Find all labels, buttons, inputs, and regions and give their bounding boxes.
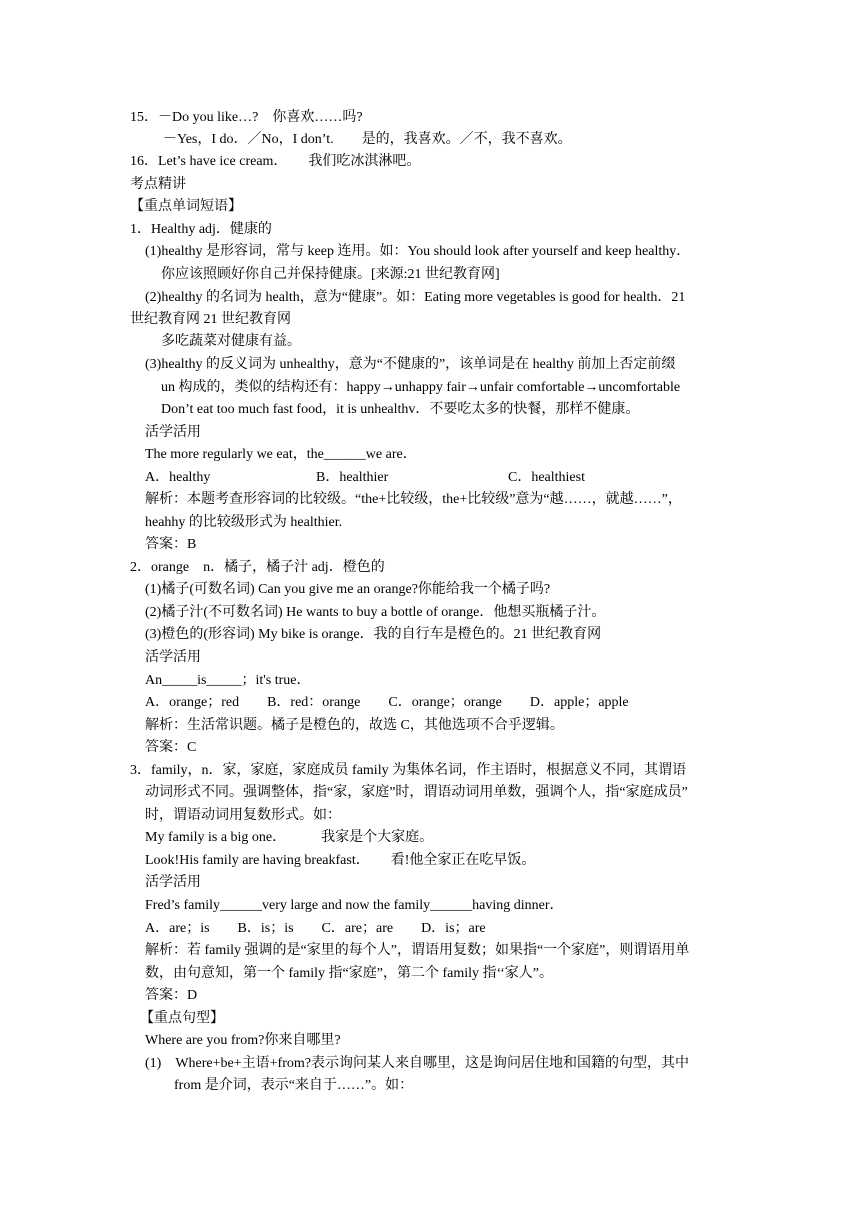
text-line: 3．family，n．家，家庭，家庭成员 family 为集体名词，作主语时，根据意义不同，其谓语	[130, 763, 687, 778]
text-line: (3)橙色的(形容词) My bike is orange．我的自行车是橙色的。21 世纪教育网	[145, 627, 602, 642]
text-line: 1．Healthy adj．健康的	[130, 222, 272, 237]
explanation: 解析：本题考查形容词的比较级。“the+比较级，the+比较级”意为“越……，就越……”，	[145, 492, 682, 507]
text-line: (3)healthy 的反义词为 unhealthy，意为“不健康的”，该单词是在 healthy 前加上否定前缀	[145, 357, 676, 372]
example-sentence: Look!His family are having breakfast． 看!他全家正在吃早饭。	[145, 853, 536, 868]
text-line: (1)healthy 是形容词，常与 keep 连用。如：You should look after yourself and keep healthy．	[145, 244, 691, 259]
explanation: 数，由句意知，第一个 family 指“家庭”，第二个 family 指‘‘家人”。	[145, 966, 554, 981]
text-line: 时，谓语动词用复数形式。如：	[145, 808, 341, 823]
text-line: Don’t eat too much fast food，it is unhealthv．不要吃太多的快餐，那样不健康。	[161, 402, 640, 417]
text-line: 动词形式不同。强调整体，指“家，家庭”时，谓语动词用单数，强调个人，指“家庭成员”	[145, 785, 688, 800]
question: An_____is_____；it's true．	[145, 673, 311, 688]
text-line: 你应该照顾好你自己并保持健康。[来源:21 世纪教育网]	[161, 267, 500, 282]
text-line: (2)橘子汁(不可数名词) He wants to buy a bottle of orange．他想买瓶橘子汁。	[145, 605, 606, 620]
text-line: (2)healthy 的名词为 health，意为“健康”。如：Eating more vegetables is good for health．21	[145, 290, 686, 305]
text-line: 多吃蔬菜对健康有益。	[161, 334, 301, 349]
answer: 答案：D	[145, 988, 198, 1003]
answer: 答案：C	[145, 740, 197, 755]
text-line: Where are you from?你来自哪里?	[145, 1033, 341, 1048]
section-heading: 考点精讲	[130, 177, 186, 192]
question: Fred’s family______very large and now the family______having dinner．	[145, 898, 564, 913]
exercise-heading: 活学活用	[145, 875, 201, 890]
option-c: C．healthiest	[508, 470, 585, 485]
options: A．orange；red B．red：orange C．orange；orange D．apple；apple	[145, 695, 629, 710]
text-line: (1)橘子(可数名词) Can you give me an orange?你能给我一个橘子吗?	[145, 582, 551, 597]
explanation: heahhy 的比较级形式为 healthier.	[145, 515, 343, 530]
explanation: 解析：生活常识题。橘子是橙色的，故选 C，其他选项不合乎逻辑。	[145, 718, 564, 733]
text-line: from 是介词，表示“来自于……”。如：	[174, 1078, 414, 1093]
options: A．are；is B．is；is C．are；are D．is；are	[145, 921, 486, 936]
text-line: un 构成的，类似的结构还有：happy→unhappy fair→unfair comfortable→uncomfortable	[161, 380, 681, 395]
example-sentence: My family is a big one． 我家是个大家庭。	[145, 830, 434, 845]
question: The more regularly we eat，the______we are．	[145, 447, 417, 462]
exercise-heading: 活学活用	[145, 425, 201, 440]
section-heading: 【重点单词短语】	[130, 199, 242, 214]
text-line: －Yes，I do．／No，I don’t. 是的，我喜欢。／不，我不喜欢。	[163, 132, 572, 147]
text-line: 世纪教育网 21 世纪教育网	[130, 312, 291, 327]
option-a: A．healthy	[145, 470, 211, 485]
explanation: 解析：若 family 强调的是“家里的每个人”，谓语用复数；如果指“一个家庭”，则谓语用单	[145, 943, 690, 958]
option-b: B．healthier	[316, 470, 389, 485]
text-line: 16．Let’s have ice cream． 我们吃冰淇淋吧。	[130, 154, 421, 169]
section-heading: 【重点句型】	[140, 1011, 224, 1026]
text-line: (1) Where+be+主语+from?表示询问某人来自哪里，这是询问居住地和国籍的句型，其中	[145, 1056, 689, 1071]
exercise-heading: 活学活用	[145, 650, 201, 665]
answer: 答案：B	[145, 537, 197, 552]
text-line: 2．orange n．橘子，橘子汁 adj．橙色的	[130, 560, 385, 575]
text-line: 15．－Do you like…? 你喜欢……吗?	[130, 110, 363, 125]
